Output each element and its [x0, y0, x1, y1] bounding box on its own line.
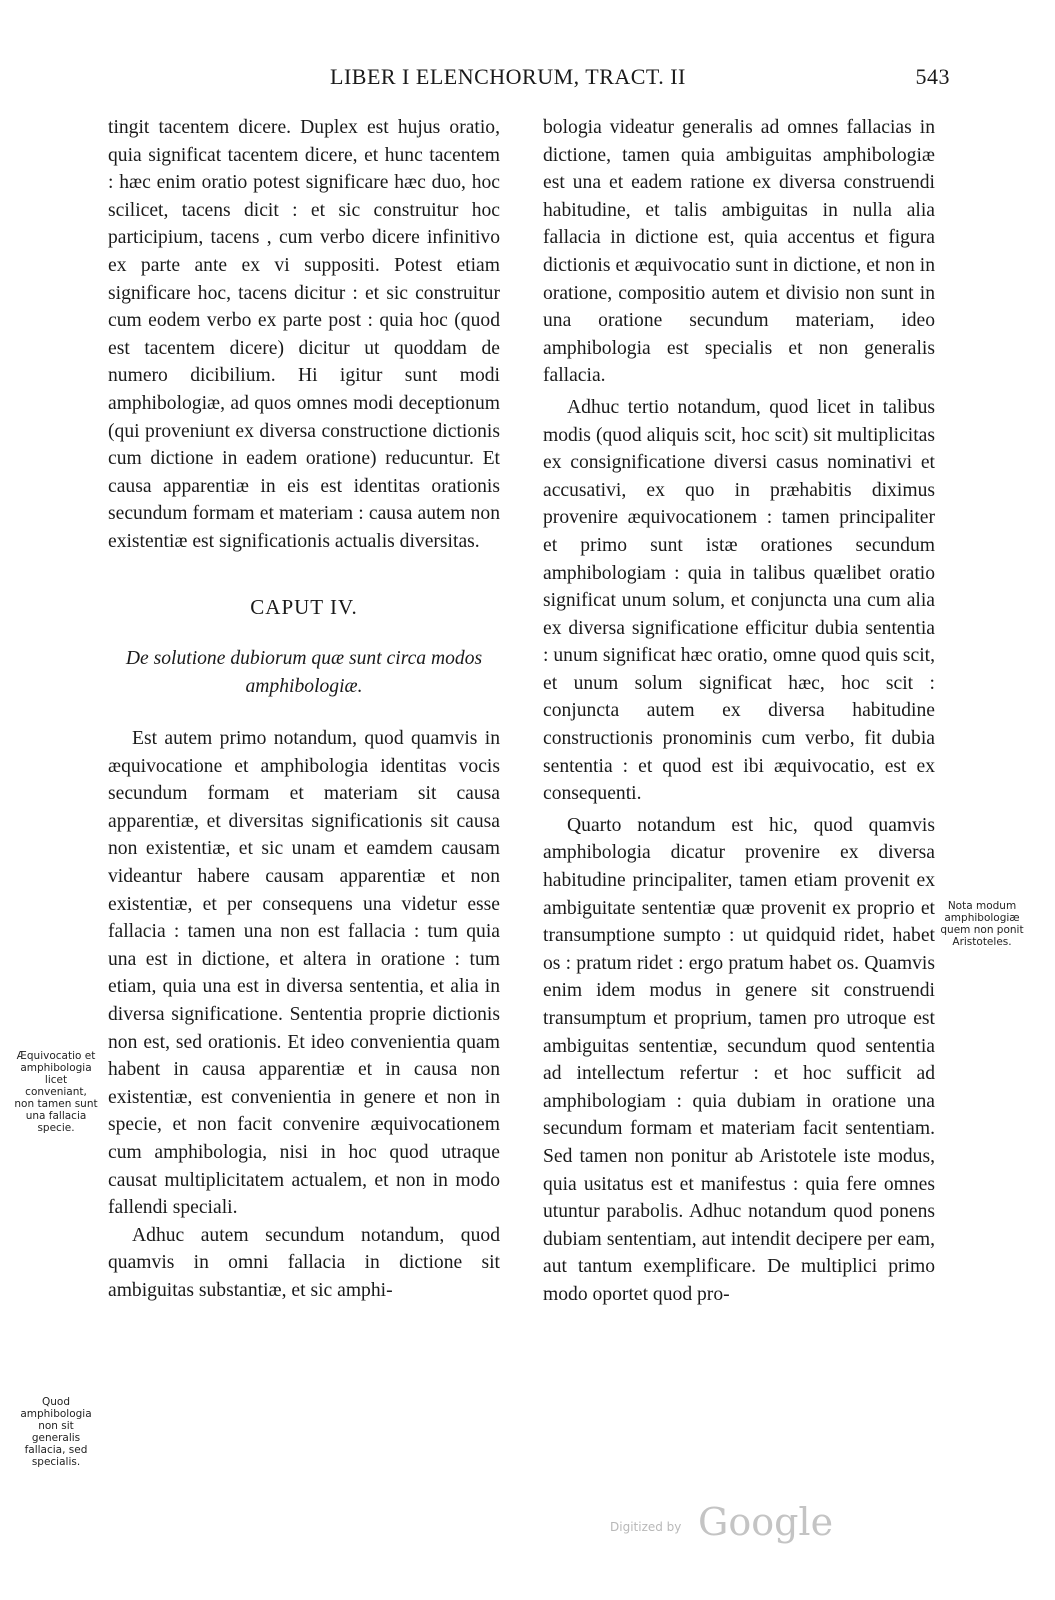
chapter-title: CAPUT IV.: [250, 594, 358, 619]
running-title: LIBER I ELENCHORUM, TRACT. II: [330, 64, 686, 89]
paragraph: Adhuc tertio notandum, quod licet in talibus modis (quod aliquis scit, hoc scit) sit multiplicitas ex consignificatione diversi casus nominativi et accusativi, ex quo in præhabitis diximus provenire æquivocationem : tamen principaliter et primo sunt istæ orationes secundum amphibologiam : quia in talibus quælibet oratio significat unum solum, et conjuncta una cum alia ex diversa significatione efficitur dubia sententia : unum significat hæc oratio, omne quod quis scit, et unum solum significat hæc, hoc scit : conjuncta autem ex diversa habitudine constructionis pronominis cum verbo, fit dubia sententia : et quod est ibi æquivocatio, est ex consequenti.: [543, 396, 935, 805]
running-header: [330, 64, 950, 100]
margin-note: Quod amphibologia non sit generalis fallacia, sed specialis.: [20, 1396, 92, 1468]
digitized-label: Digitized by: [610, 1520, 682, 1534]
google-logo: Google: [698, 1500, 834, 1544]
digitization-footer: [610, 1500, 834, 1550]
paragraph: Quarto notandum est hic, quod quamvis amphibologia dicatur provenire ex diversa habitudine principaliter, tamen etiam provenit ex ambiguitate sententiæ quæ provenit ex proprio et transumptione sumpto : ut quidquid ridet, habet os : pratum ridet : ergo pratum habet os. Quamvis enim idem modus in genere sit construendi transumptum et proprium, tamen pro utroque est ambiguitas sententiæ, secundum quod sententia ad intellectum refertur : et hoc sufficit ad amphibologiam : quia dubiam in oratione una secundum formam et materiam facit sententiam. Sed tamen non ponitur ab Aristotele iste modus, quia usitatus est et manifestus : quia fere omnes utuntur parabolis. Adhuc notandum quod ponens dubiam sententiam, aut intendit decipere per eam, aut tantum exemplificare. De multiplici primo modo oportet quod pro-: [543, 814, 935, 1305]
margin-note: Nota modum amphibologiæ quem non ponit Aristoteles.: [940, 900, 1024, 948]
paragraph: tingit tacentem dicere. Duplex est hujus oratio, quia significat tacentem dicere, et hunc tacentem : hæc enim oratio potest significare hæc duo, hoc scilicet, tacens dicit : et sic construitur hoc participium, tacens , cum verbo dicere infinitivo ex parte ante ex vi suppositi. Potest etiam significare hoc, tacens dicitur : et sic construitur cum eodem verbo ex parte post : quia hoc (quod est tacentem dicere) dicitur ut quoddam de numero dicibilium. Hi igitur sunt modi amphibologiæ, ad quos omnes modi deceptionum (qui proveniunt ex diversa constructione dictionis cum dictione in eadem oratione) reducuntur. Et causa apparentiæ in eis est identitas orationis secundum formam et materiam : causa autem non existentiæ est significationis actualis diversitas.: [108, 117, 500, 552]
margin-note: Æquivocatio et amphibologia licet conveniant, non tamen sunt una fallacia specie.: [14, 1050, 98, 1134]
paragraph: Adhuc autem secundum notandum, quod quamvis in omni fallacia in dictione sit ambiguitas substantiæ, et sic amphi-: [108, 1224, 500, 1301]
right-column: [543, 114, 935, 1309]
page-number: 543: [915, 64, 950, 89]
chapter-subtitle: De solutione dubiorum quæ sunt circa modos amphibologiæ.: [125, 648, 483, 698]
paragraph: bologia videatur generalis ad omnes fallacias in dictione, tamen quia ambiguitas amphibologiæ est una et eadem ratione ex diversa construendi habitudine, et talis ambiguitas in nulla alia fallacia in dictione est, quia accentus et figura dictionis et æquivocatio sunt in dictione, et non in oratione, compositio autem et divisio non sunt in una oratione secundum materiam, ideo amphibologia est specialis et non generalis fallacia.: [543, 117, 935, 387]
paragraph: Est autem primo notandum, quod quamvis in æquivocatione et amphibologia identitas vocis secundum formam et materiam sit causa apparentiæ, et diversitas significationis sit causa non existentiæ, et sic unam et eamdem causam videantur habere causam apparentiæ et non existentiæ, et per consequens una videtur esse fallacia : tamen una non est fallacia : tum quia una est in dictione, et altera in oratione : tum etiam, quia una est in diversa sententia, et alia in diversa significatione. Sententia proprie dictionis non est, sed orationis. Et ideo convenientia quam habent in causa apparentiæ et in causa non existentiæ, est convenientia in genere et non in specie, et non facit convenire æquivocationem cum amphibologia, nisi in hoc quod utraque causat multiplicitatem actualem, et non in modo fallendi speciali.: [108, 728, 500, 1219]
left-column: [108, 114, 500, 1305]
